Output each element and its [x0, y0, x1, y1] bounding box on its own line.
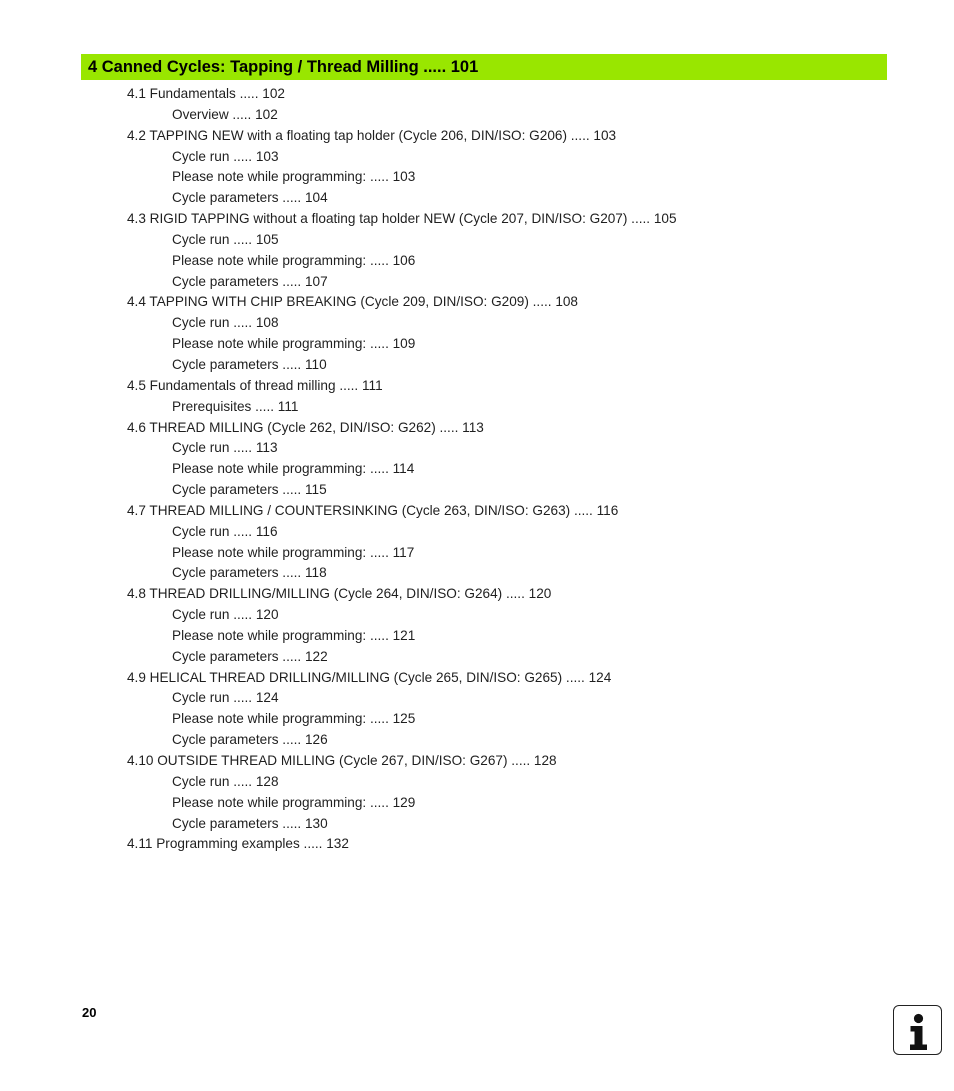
toc-section-entry[interactable]: 4.4 TAPPING WITH CHIP BREAKING (Cycle 209, DIN/ISO: G209) ..... 108	[127, 294, 578, 310]
toc-subsection-entry[interactable]: Cycle run ..... 116	[172, 523, 278, 539]
toc-subsection-entry[interactable]: Cycle parameters ..... 107	[172, 273, 328, 289]
toc-subsection-entry[interactable]: Cycle parameters ..... 122	[172, 648, 328, 664]
toc-section-entry[interactable]: 4.3 RIGID TAPPING without a floating tap holder NEW (Cycle 207, DIN/ISO: G207) ..... 105	[127, 211, 677, 227]
toc-subsection-entry[interactable]: Please note while programming: ..... 109	[172, 336, 416, 352]
toc-section-entry[interactable]: 4.2 TAPPING NEW with a floating tap holder (Cycle 206, DIN/ISO: G206) ..... 103	[127, 127, 617, 143]
toc-section-entry[interactable]: 4.1 Fundamentals ..... 102	[127, 86, 285, 101]
toc-subsection-entry[interactable]: Cycle parameters ..... 130	[172, 815, 328, 831]
toc-subsection-entry[interactable]: Overview ..... 102	[172, 106, 278, 122]
toc-section-entry[interactable]: 4.8 THREAD DRILLING/MILLING (Cycle 264, DIN/ISO: G264) ..... 120	[127, 586, 552, 602]
toc-subsection-entry[interactable]: Cycle parameters ..... 115	[172, 482, 327, 498]
toc-subsection-entry[interactable]: Cycle run ..... 105	[172, 231, 279, 247]
toc-subsection-entry[interactable]: Cycle parameters ..... 110	[172, 356, 327, 372]
toc-subsection-entry[interactable]: Please note while programming: ..... 114	[172, 461, 415, 477]
toc-subsection-entry[interactable]: Please note while programming: ..... 106	[172, 252, 416, 268]
toc-subsection-entry[interactable]: Please note while programming: ..... 129	[172, 794, 416, 810]
table-of-contents	[0, 84, 954, 855]
toc-section-entry[interactable]: 4.6 THREAD MILLING (Cycle 262, DIN/ISO: G262) ..... 113	[127, 419, 484, 435]
chapter-title[interactable]: 4 Canned Cycles: Tapping / Thread Milling ..... 101	[88, 57, 479, 76]
toc-subsection-entry[interactable]: Cycle run ..... 120	[172, 607, 279, 623]
chapter-heading-bar	[81, 54, 887, 80]
toc-subsection-entry[interactable]: Cycle parameters ..... 104	[172, 190, 328, 206]
toc-subsection-entry[interactable]: Prerequisites ..... 111	[172, 398, 299, 414]
toc-section-entry[interactable]: 4.11 Programming examples ..... 132	[127, 836, 349, 852]
toc-subsection-entry[interactable]: Cycle parameters ..... 118	[172, 565, 327, 581]
toc-subsection-entry[interactable]: Please note while programming: ..... 125	[172, 711, 416, 727]
toc-section-entry[interactable]: 4.7 THREAD MILLING / COUNTERSINKING (Cycle 263, DIN/ISO: G263) ..... 116	[127, 502, 619, 518]
toc-subsection-entry[interactable]: Please note while programming: ..... 103	[172, 169, 416, 185]
toc-section-entry[interactable]: 4.9 HELICAL THREAD DRILLING/MILLING (Cycle 265, DIN/ISO: G265) ..... 124	[127, 669, 612, 685]
toc-subsection-entry[interactable]: Cycle run ..... 128	[172, 773, 279, 789]
toc-subsection-entry[interactable]: Please note while programming: ..... 117	[172, 544, 415, 560]
page-number: 20	[82, 1005, 97, 1020]
toc-section-entry[interactable]: 4.10 OUTSIDE THREAD MILLING (Cycle 267, DIN/ISO: G267) ..... 128	[127, 753, 557, 768]
toc-subsection-entry[interactable]: Cycle run ..... 113	[172, 440, 278, 456]
info-icon	[893, 1005, 942, 1055]
toc-section-entry[interactable]: 4.5 Fundamentals of thread milling ..... 111	[127, 377, 383, 393]
toc-subsection-entry[interactable]: Cycle run ..... 103	[172, 148, 279, 164]
toc-subsection-entry[interactable]: Cycle run ..... 124	[172, 690, 279, 706]
info-glyph	[894, 1006, 943, 1056]
toc-subsection-entry[interactable]: Cycle parameters ..... 126	[172, 732, 328, 748]
toc-subsection-entry[interactable]: Please note while programming: ..... 121	[172, 627, 416, 643]
toc-subsection-entry[interactable]: Cycle run ..... 108	[172, 315, 279, 331]
